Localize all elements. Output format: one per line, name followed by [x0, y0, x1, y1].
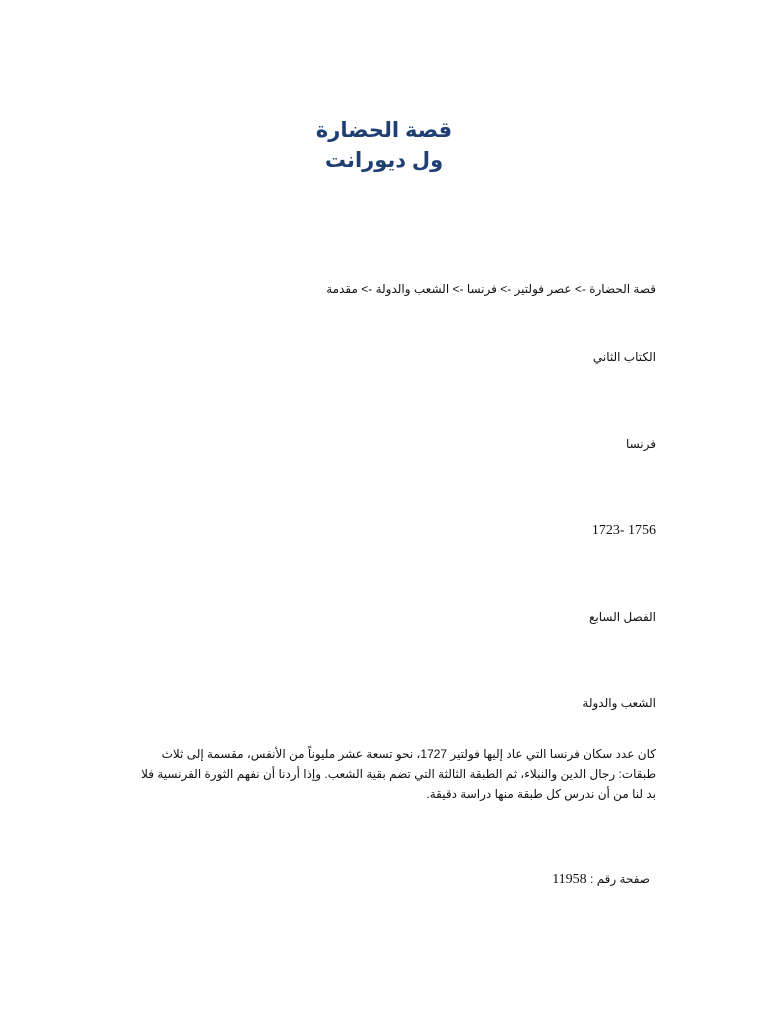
page-number-value: 11958 [552, 872, 587, 887]
country-heading: فرنسا [625, 437, 656, 451]
author-name: ول ديورانت [324, 149, 444, 172]
book-label: الكتاب الثاني [592, 350, 656, 364]
chapter-heading: الفصل السابع [589, 610, 656, 624]
book-title: قصة الحضارة [315, 119, 453, 142]
section-heading: الشعب والدولة [582, 696, 656, 710]
body-paragraph: كان عدد سكان فرنسا التي عاد إليها فولتير 1727، نحو تسعة عشر مليوناً من الأنفس، مقسمة إلى ثلاث طبقات: رجال الدين والنبلاء، ثم الطبقة الثالثة التي تضم بقية الشعب. وإذا أردنا أن نفهم الثورة الفرنسية فلا بد لنا من أن ندرس كل طبقة منها دراسة دقيقة. [141, 747, 656, 801]
page-number-label: صفحة رقم : [590, 872, 650, 886]
page-number [552, 870, 650, 889]
breadcrumb: قصة الحضارة -> عصر فولتير -> فرنسا -> الشعب والدولة -> مقدمة [326, 282, 656, 296]
years-range: 1723- 1756 [591, 523, 656, 538]
title-block [0, 116, 768, 176]
